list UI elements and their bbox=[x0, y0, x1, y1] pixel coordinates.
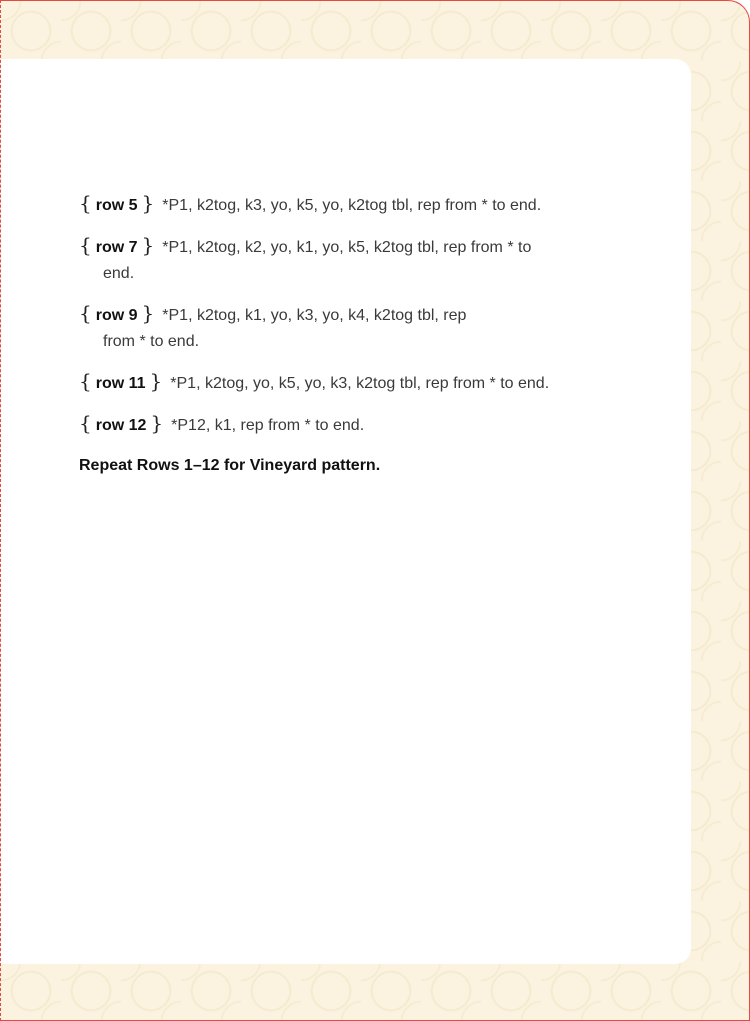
open-brace: { bbox=[79, 369, 92, 393]
pattern-instructions bbox=[79, 190, 639, 495]
close-brace: } bbox=[141, 191, 155, 215]
pattern-row bbox=[79, 300, 483, 355]
open-brace: { bbox=[79, 191, 92, 215]
close-brace: } bbox=[150, 411, 164, 435]
pattern-row bbox=[79, 232, 563, 287]
row-label: row 7 bbox=[95, 239, 138, 256]
pattern-row bbox=[79, 368, 663, 397]
pattern-row bbox=[79, 410, 663, 439]
row-instructions: *P1, k2tog, k3, yo, k5, yo, k2tog tbl, rep from * to end. bbox=[162, 197, 542, 214]
row-instructions: *P1, k2tog, yo, k5, yo, k3, k2tog tbl, rep from * to end. bbox=[170, 375, 550, 392]
row-label: row 12 bbox=[95, 417, 147, 434]
row-instructions: *P1, k2tog, k1, yo, k3, yo, k4, k2tog tbl, rep from * to end. bbox=[103, 307, 467, 350]
close-brace: } bbox=[149, 369, 163, 393]
open-brace: { bbox=[79, 233, 92, 257]
close-brace: } bbox=[141, 301, 155, 325]
row-instructions: *P1, k2tog, k2, yo, k1, yo, k5, k2tog tbl, rep from * to end. bbox=[103, 239, 532, 282]
row-label: row 9 bbox=[95, 307, 138, 324]
pattern-row bbox=[79, 190, 543, 219]
repeat-summary: Repeat Rows 1–12 for Vineyard pattern. bbox=[79, 457, 381, 474]
open-brace: { bbox=[79, 301, 92, 325]
row-label: row 11 bbox=[95, 375, 146, 392]
open-brace: { bbox=[79, 411, 92, 435]
row-label: row 5 bbox=[95, 197, 138, 214]
close-brace: } bbox=[141, 233, 155, 257]
row-instructions: *P12, k1, rep from * to end. bbox=[171, 417, 365, 434]
